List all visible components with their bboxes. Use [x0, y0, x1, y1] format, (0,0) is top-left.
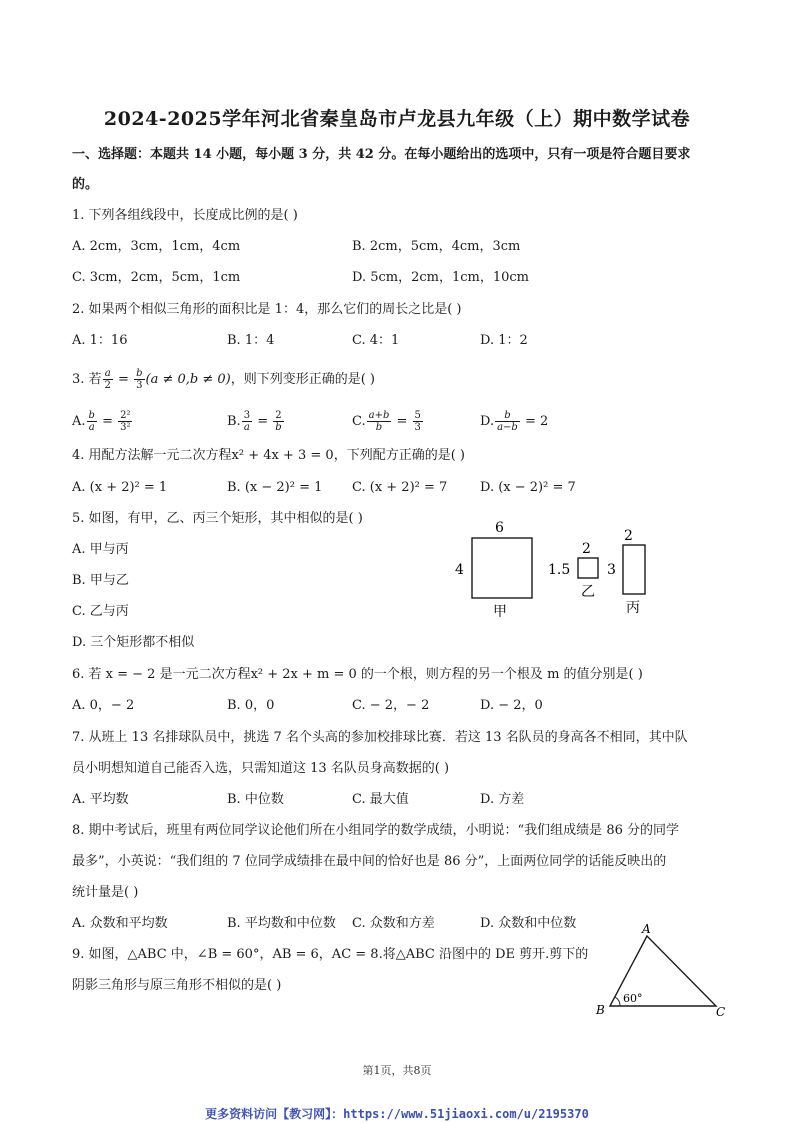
resource-link[interactable]: 更多资料访问【教习网】：https://www.51jiaoxi.com/u/2195370 [205, 1107, 589, 1121]
question-5-option-c: C. 乙与丙 [72, 604, 129, 619]
question-8-option-c: C. 众数和方差 [352, 916, 435, 931]
section-heading: 一、选择题：本题共 14 小题，每小题 3 分，共 42 分。在每小题给出的选项中，只有一项是符合题目要求 [72, 147, 691, 162]
question-6-stem: 6. 若 x = − 2 是一元二次方程x² + 2x + m = 0 的一个根，则方程的另一个根及 m 的值分别是( ) [72, 667, 643, 682]
question-7-line-2: 员小明想知道自己能否入选，只需知道这 13 名队员身高数据的( ) [72, 761, 450, 776]
question-8-option-a: A. 众数和平均数 [72, 916, 168, 931]
question-4-option-b: B. (x − 2)² = 1 [227, 480, 323, 495]
question-4-option-a: A. (x + 2)² = 1 [72, 480, 168, 495]
question-2-option-c: C. 4：1 [352, 333, 400, 348]
rect-jia-name: 甲 [493, 604, 507, 620]
question-2-option-d: D. 1：2 [480, 333, 528, 348]
question-6-option-c: C. − 2，− 2 [352, 698, 430, 713]
question-6-option-a: A. 0，− 2 [72, 698, 135, 713]
vertex-c-label: C [716, 1005, 726, 1019]
section-heading-cont: 的。 [72, 177, 99, 192]
question-6-option-d: D. − 2，0 [480, 698, 543, 713]
question-3-option-c: C. $\frac{a+b}{b}$ = $\frac{5}{3}$ [352, 410, 421, 433]
question-2-option-b: B. 1：4 [227, 333, 275, 348]
question-7-option-c: C. 最大值 [352, 792, 409, 807]
question-4-option-c: C. (x + 2)² = 7 [352, 480, 448, 495]
question-2-stem: 2. 如果两个相似三角形的面积比是 1：4，那么它们的周长之比是( ) [72, 302, 462, 317]
question-5-option-b: B. 甲与乙 [72, 573, 129, 588]
rect-bing-name: 丙 [626, 600, 640, 616]
rect-jia [472, 538, 532, 598]
triangle-figure [592, 922, 742, 1022]
question-3-option-b: B. $\frac{3}{a}$ = $\frac{2}{b}$ [227, 410, 282, 433]
question-1-option-d: D. 5cm，2cm，1cm，10cm [352, 270, 530, 285]
q3-frac-1: $\frac{a}{2}$ [104, 368, 111, 391]
rect-yi-top-label: 2 [582, 541, 591, 557]
question-2-option-a: A. 1：16 [72, 333, 128, 348]
q3-eq: = [113, 372, 134, 387]
question-8-option-d: D. 众数和中位数 [480, 916, 577, 931]
question-9-line-1: 9. 如图，△ABC 中，∠B = 60°，AB = 6，AC = 8.将△ABC 沿图中的 DE 剪开.剪下的 [72, 947, 589, 962]
question-5-option-a: A. 甲与丙 [72, 542, 129, 557]
rect-jia-top-label: 6 [495, 520, 504, 536]
vertex-b-label: B [596, 1003, 605, 1017]
rect-bing [623, 545, 645, 594]
q3-condition: (a ≠ 0,b ≠ 0) [145, 372, 231, 387]
question-5-option-d: D. 三个矩形都不相似 [72, 635, 195, 650]
question-1-option-c: C. 3cm，2cm，5cm，1cm [72, 270, 241, 285]
question-7-option-a: A. 平均数 [72, 792, 129, 807]
angle-b-label: 60° [623, 992, 643, 1005]
q3-pre: 3. 若 [72, 372, 102, 387]
question-8-option-b: B. 平均数和中位数 [227, 916, 336, 931]
rect-jia-left-label: 4 [455, 562, 464, 578]
rect-yi-left-label: 1.5 [548, 562, 571, 578]
rect-yi-name: 乙 [581, 584, 595, 600]
rectangles-figure [440, 518, 680, 623]
question-3-option-d: D. $\frac{b}{a-b}$ = 2 [480, 410, 549, 433]
question-8-line-1: 8. 期中考试后，班里有两位同学议论他们所在小组同学的数学成绩，小明说：“我们组成绩是 86 分的同学 [72, 823, 679, 838]
q3-post: ，则下列变形正确的是( ) [230, 372, 375, 387]
question-3-stem [72, 368, 375, 391]
q3-frac-2: $\frac{b}{3}$ [136, 368, 143, 391]
question-8-line-3: 统计量是( ) [72, 885, 139, 900]
question-8-line-2: 最多”，小英说：“我们组的 7 位同学成绩排在最中间的恰好也是 86 分”，上面两位同学的话能反映出的 [72, 854, 667, 869]
page-title: 2024-2025学年河北省秦皇岛市卢龙县九年级（上）期中数学试卷 [103, 108, 691, 130]
question-6-option-b: B. 0，0 [227, 698, 275, 713]
page-footer: 第1页，共8页 [362, 1064, 432, 1077]
question-3-option-a: A. $\frac{b}{a}$ = $\frac{\text{2²}}{\text{3²}}$ [72, 410, 131, 433]
question-5-stem: 5. 如图，有甲，乙、丙三个矩形，其中相似的是( ) [72, 511, 363, 526]
question-4-stem: 4. 用配方法解一元二次方程x² + 4x + 3 = 0，下列配方正确的是( ) [72, 448, 465, 463]
question-7-option-d: D. 方差 [480, 792, 525, 807]
question-1-option-b: B. 2cm，5cm，4cm，3cm [352, 239, 521, 254]
rect-yi [578, 558, 598, 578]
question-7-line-1: 7. 从班上 13 名排球队员中，挑选 7 名个头高的参加校排球比赛．若这 13 名队员的身高各不相同，其中队 [72, 730, 688, 745]
rect-bing-top-label: 2 [624, 528, 633, 544]
angle-b-arc [615, 997, 620, 1006]
question-1-option-a: A. 2cm，3cm，1cm，4cm [72, 239, 241, 254]
question-7-option-b: B. 中位数 [227, 792, 284, 807]
question-9-line-2: 阴影三角形与原三角形不相似的是( ) [72, 978, 282, 993]
question-1-stem: 1. 下列各组线段中，长度成比例的是( ) [72, 208, 298, 223]
question-4-option-d: D. (x − 2)² = 7 [480, 480, 576, 495]
rect-bing-left-label: 3 [607, 562, 616, 578]
vertex-a-label: A [642, 922, 651, 936]
